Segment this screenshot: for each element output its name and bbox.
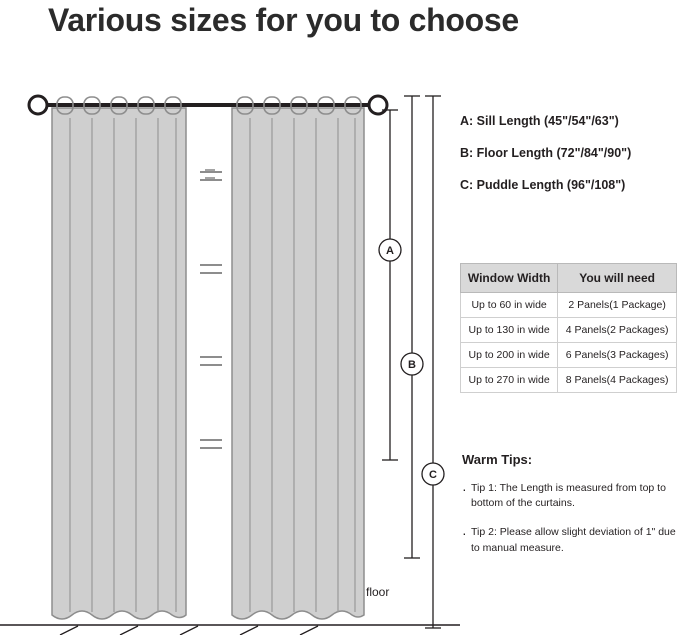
cell-panels-needed: 2 Panels(1 Package) [558, 293, 677, 318]
table-row [461, 368, 677, 393]
table-row [461, 293, 677, 318]
cell-window-width: Up to 270 in wide [461, 368, 558, 393]
table-header-row [461, 264, 677, 293]
svg-text:B: B [408, 359, 416, 371]
floor-label: floor [366, 585, 390, 599]
tip-item: · Tip 1: The Length is measured from top to bottom of the curtains. [462, 481, 677, 511]
svg-text:C: C [429, 469, 437, 481]
warm-tips-section [462, 452, 677, 570]
legend-item-a: A: Sill Length (45"/54"/63") [460, 114, 619, 128]
cell-panels-needed: 4 Panels(2 Packages) [558, 318, 677, 343]
header-window-width: Window Width [461, 264, 558, 293]
table-row [461, 318, 677, 343]
warm-tips-heading: Warm Tips: [462, 452, 533, 467]
legend-item-b: B: Floor Length (72"/84"/90") [460, 146, 632, 160]
header-you-will-need: You will need [558, 264, 677, 293]
table-row [461, 343, 677, 368]
cell-window-width: Up to 130 in wide [461, 318, 558, 343]
curtain-diagram [0, 60, 460, 635]
size-guide-table [460, 263, 677, 393]
svg-text:A: A [386, 245, 394, 257]
cell-panels-needed: 6 Panels(3 Packages) [558, 343, 677, 368]
cell-window-width: Up to 60 in wide [461, 293, 558, 318]
length-legend [460, 110, 679, 210]
cell-window-width: Up to 200 in wide [461, 343, 558, 368]
page-title: Various sizes for you to choose [48, 2, 519, 38]
cell-panels-needed: 8 Panels(4 Packages) [558, 368, 677, 393]
tip-item: · Tip 2: Please allow slight deviation of 1" due to manual measure. [462, 525, 677, 555]
legend-item-c: C: Puddle Length (96"/108") [460, 178, 626, 192]
